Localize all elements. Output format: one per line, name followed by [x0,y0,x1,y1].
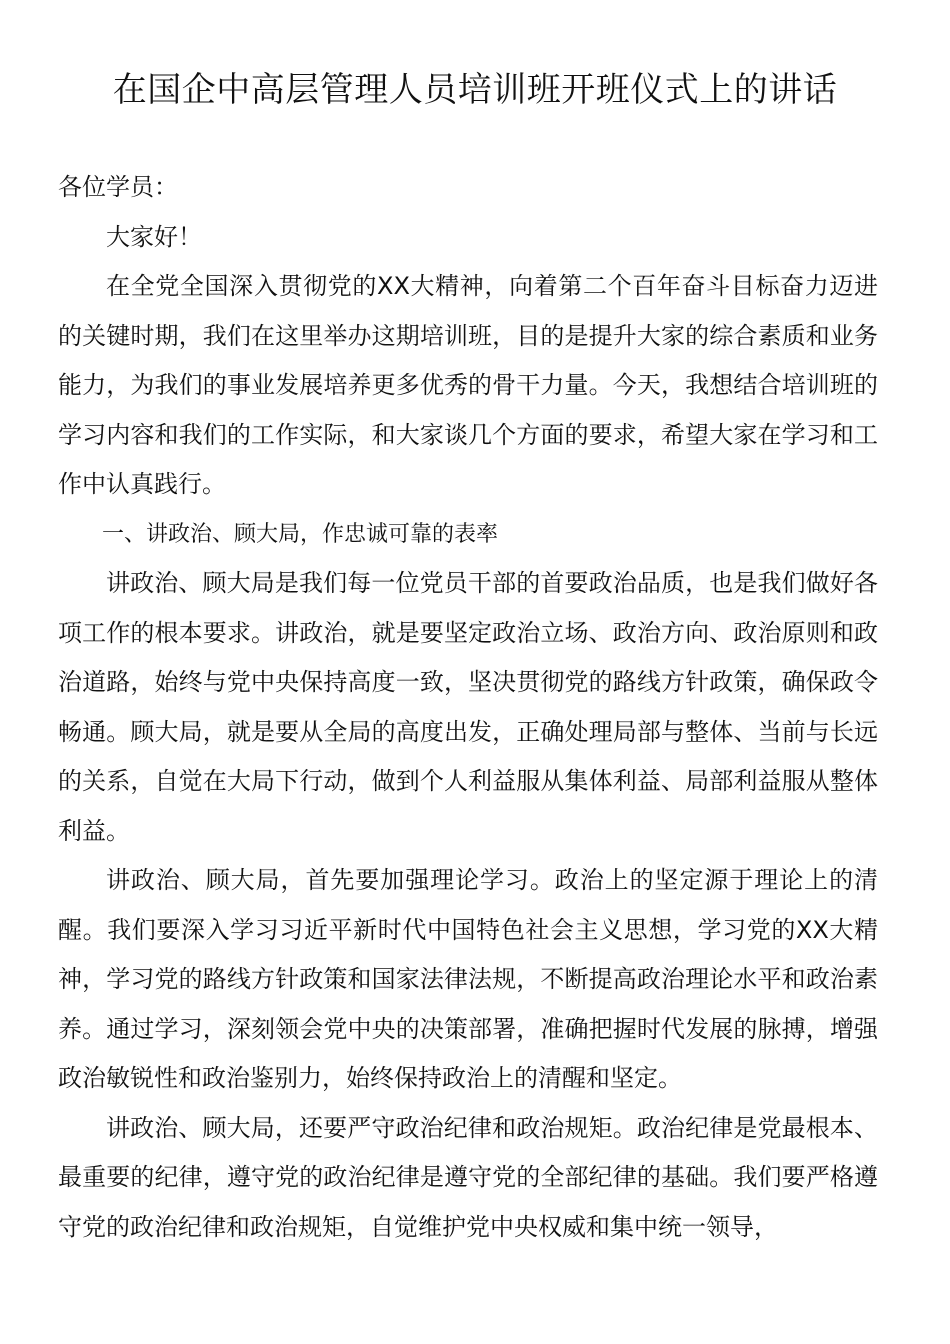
intro-paragraph: 在全党全国深入贯彻党的XX大精神，向着第二个百年奋斗目标奋力迈进的关键时期，我们在这里举办这期培训班，目的是提升大家的综合素质和业务能力，为我们的事业发展培养更多优秀的骨干力量。今天，我想结合培训班的学习内容和我们的工作实际，和大家谈几个方面的要求，希望大家在学习和工作中认真践行。 [58,272,878,498]
document-body [58,163,878,1252]
salutation: 各位学员： [58,173,178,201]
body-paragraph: 讲政治、顾大局，首先要加强理论学习。政治上的坚定源于理论上的清醒。我们要深入学习习近平新时代中国特色社会主义思想，学习党的XX大精神，学习党的路线方针政策和国家法律法规，不断提高政治理论水平和政治素养。通过学习，深刻领会党中央的决策部署，准确把握时代发展的脉搏，增强政治敏锐性和政治鉴别力，始终保持政治上的清醒和坚定。 [58,866,878,1092]
body-paragraph: 讲政治、顾大局是我们每一位党员干部的首要政治品质，也是我们做好各项工作的根本要求。讲政治，就是要坚定政治立场、政治方向、政治原则和政治道路，始终与党中央保持高度一致，坚决贯彻党的路线方针政策，确保政令畅通。顾大局，就是要从全局的高度出发，正确处理局部与整体、当前与长远的关系，自觉在大局下行动，做到个人利益服从集体利益、局部利益服从整体利益。 [58,569,878,845]
greeting: 大家好！ [106,222,202,251]
section-heading: 一、讲政治、顾大局，作忠诚可靠的表率 [102,521,499,547]
document-title: 在国企中高层管理人员培训班开班仪式上的讲话 [112,70,838,110]
body-paragraph: 讲政治、顾大局，还要严守政治纪律和政治规矩。政治纪律是党最根本、最重要的纪律，遵守党的政治纪律是遵守党的全部纪律的基础。我们要严格遵守党的政治纪律和政治规矩，自觉维护党中央权威和集中统一领导， [58,1113,878,1241]
